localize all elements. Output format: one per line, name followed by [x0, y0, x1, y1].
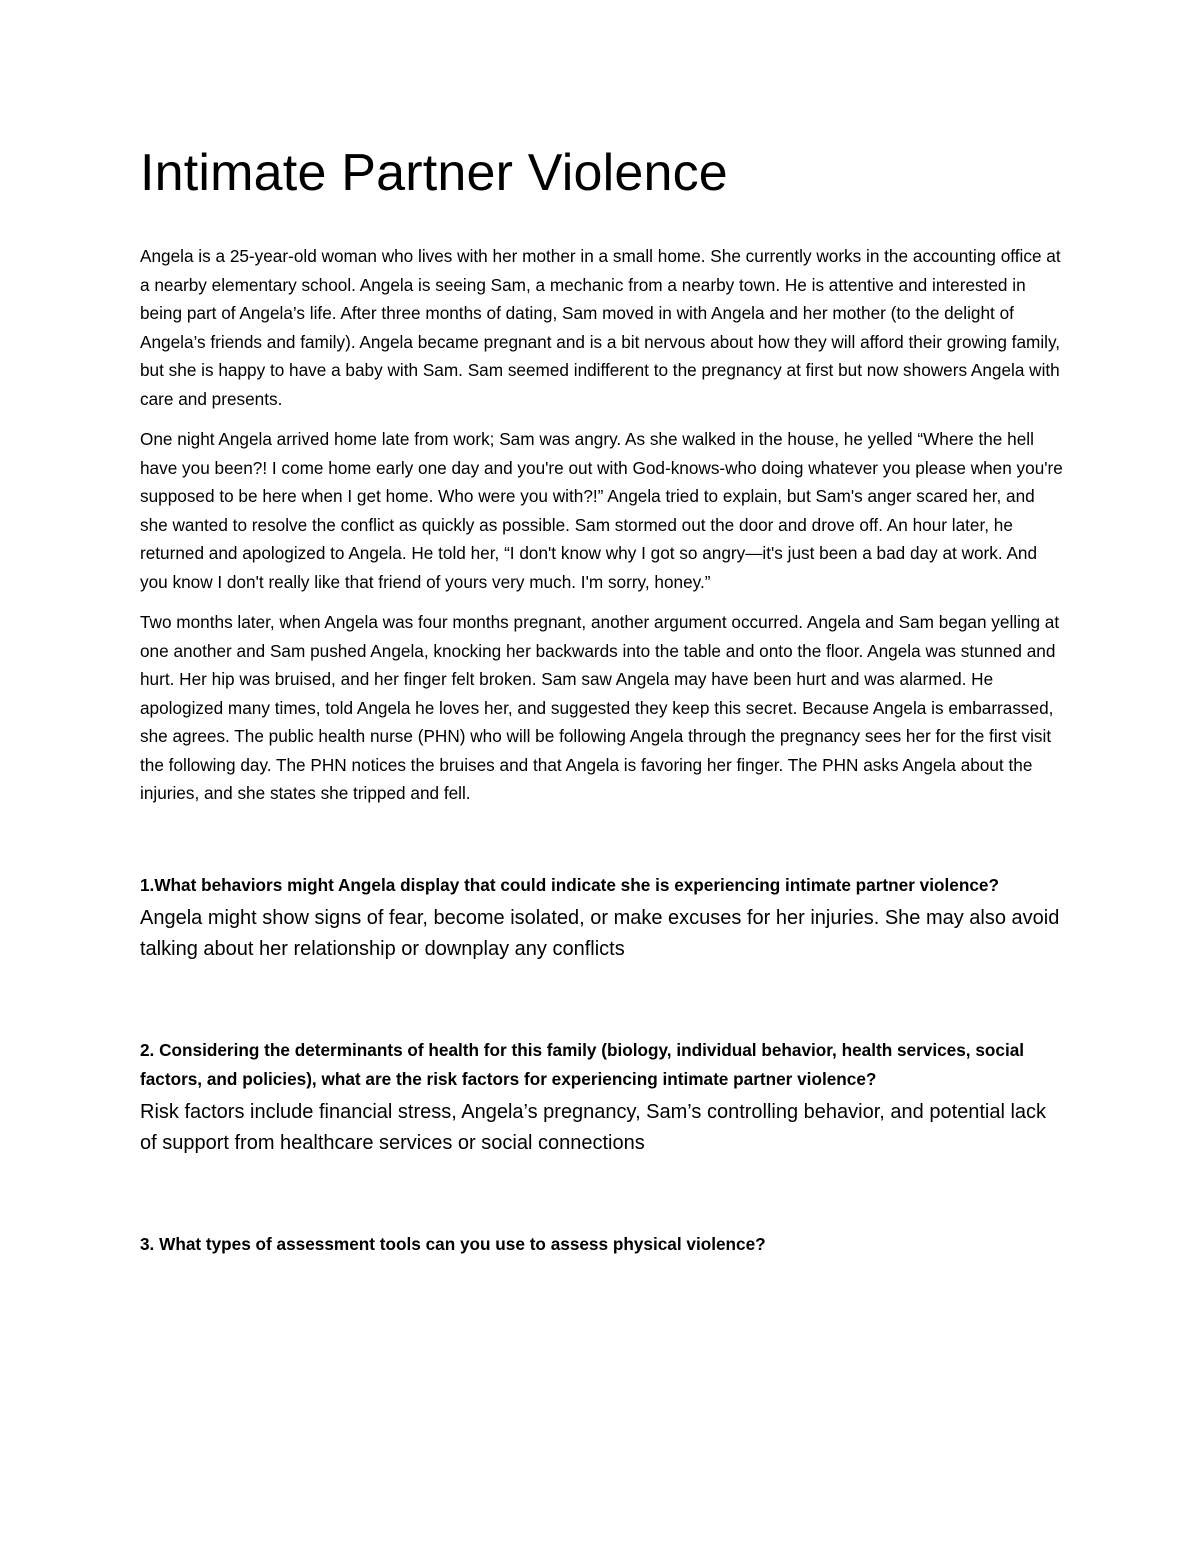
question-1: 1.What behaviors might Angela display that could indicate she is experiencing intimate partner violence?	[140, 874, 999, 895]
question-block-1	[140, 871, 1065, 966]
case-paragraph-3: Two months later, when Angela was four months pregnant, another argument occurred. Angela and Sam began yelling at one another and Sam pushed Angela, knocking her backwards into the table and onto the floor. Angela was stunned and hurt. Her hip was bruised, and her finger felt broken. Sam saw Angela may have been hurt and was alarmed. He apologized many times, told Angela he loves her, and suggested they keep this secret. Because Angela is embarrassed, she agrees. The public health nurse (PHN) who will be following Angela through the pregnancy sees her for the first visit the following day. The PHN notices the bruises and that Angela is favoring her finger. The PHN asks Angela about the injuries, and she states she tripped and fell.	[140, 612, 1060, 803]
answer-2: Risk factors include financial stress, Angela’s pregnancy, Sam’s controlling behavior, and potential lack of support from healthcare services or social connections	[140, 1101, 1047, 1154]
question-2: 2. Considering the determinants of health for this family (biology, individual behavior, health services, social factors, and policies), what are the risk factors for experiencing intimate partner violence?	[140, 1040, 1025, 1089]
question-block-2	[140, 1036, 1065, 1159]
question-3: 3. What types of assessment tools can you use to assess physical violence?	[140, 1234, 766, 1254]
document-title: Intimate Partner Violence	[140, 144, 728, 202]
question-block-3	[140, 1230, 1065, 1259]
answer-1: Angela might show signs of fear, become isolated, or make excuses for her injuries. She may also avoid talking about her relationship or downplay any conflicts	[140, 907, 1060, 960]
case-paragraph-1: Angela is a 25-year-old woman who lives with her mother in a small home. She currently works in the accounting office at a nearby elementary school. Angela is seeing Sam, a mechanic from a nearby town. He is attentive and interested in being part of Angela’s life. After three months of dating, Sam moved in with Angela and her mother (to the delight of Angela’s friends and family). Angela became pregnant and is a bit nervous about how they will afford their growing family, but she is happy to have a baby with Sam. Sam seemed indifferent to the pregnancy at first but now showers Angela with care and presents.	[140, 246, 1061, 409]
document-body	[140, 138, 1065, 1263]
case-paragraph-2: One night Angela arrived home late from work; Sam was angry. As she walked in the house, he yelled “Where the hell have you been?! I come home early one day and you're out with God-knows-who doing whatever you please when you're supposed to be here when I get home. Who were you with?!” Angela tried to explain, but Sam's anger scared her, and she wanted to resolve the conflict as quickly as possible. Sam stormed out the door and drove off. An hour later, he returned and apologized to Angela. He told her, “I don't know why I got so angry—it's just been a bad day at work. And you know I don't really like that friend of yours very much. I'm sorry, honey.”	[140, 429, 1063, 592]
